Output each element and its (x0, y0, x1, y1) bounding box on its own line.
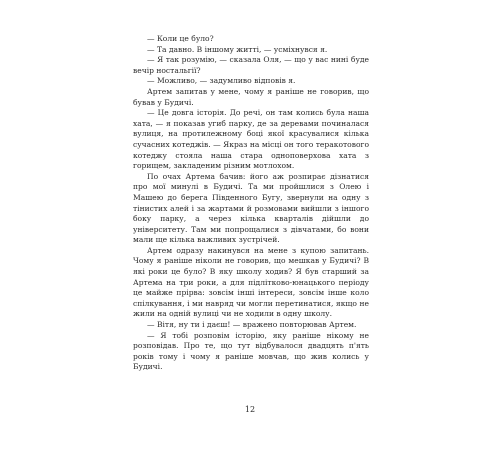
paragraph-4: — Можливо, — задумливо відповів я. (147, 76, 296, 86)
paragraph-6: — Це довга історія. До речі, он там колись була наша хата, — я показав угиб парку, де за деревами починалася вулиця, на протилежному боці якої красувалися кілька сучасних котеджів. — Якраз на місці он того теракотового котеджу стояла наша стара одноповерхова хата з горищем, закладеним різним мотлохом. (133, 108, 369, 171)
paragraph-9: — Вітя, ну ти і даєш! — вражено повторював Артем. (147, 320, 357, 330)
paragraph-5: Артем запитав у мене, чому я раніше не говорив, що бував у Будичі. (133, 86, 369, 107)
page-number: 12 (244, 405, 256, 414)
paragraph-1: — Коли це було? (147, 34, 214, 43)
paragraph-10: — Я тобі розповім історію, яку раніше нікому не розповідав. Про те, що тут відбувалося двадцять п'ять років тому і чому я раніше мовчав, що жив колись у Будичі. (133, 330, 369, 372)
paragraph-2: — Та давно. В іншому житті, — усміхнувся я. (147, 44, 328, 54)
paragraph-7: По очах Артема бачив: його аж розпирає дізнатися про мої минулі в Будичі. Та ми пройшлися з Олею і Машею до берега Південного Бугу, звернули на одну з тінистих алей і за жартами й розмовами вийшли з іншого боку парку, а через кілька кварталів дійшли до університету. Там ми попрощалися з дівчатами, бо вони мали ще кілька важливих зустрічей. (133, 171, 369, 245)
paragraph-8: Артем одразу накинувся на мене з купою запитань. Чому я раніше ніколи не говорив, що мешкав у Будичі? В які роки це було? В яку школу ходив? Я був старший за Артема на три роки, а для підлітково-юнацького періоду це майже прірва: зовсім інші інтереси, зовсім інше коло спілкування, і ми навряд чи могли перетинатися, якщо не жили на одній вулиці чи не ходили в одну школу. (133, 245, 369, 319)
paragraph-3: — Я так розумію, — сказала Оля, — що у вас нині буде вечір ностальгії? (133, 55, 369, 75)
page-text (133, 34, 369, 373)
